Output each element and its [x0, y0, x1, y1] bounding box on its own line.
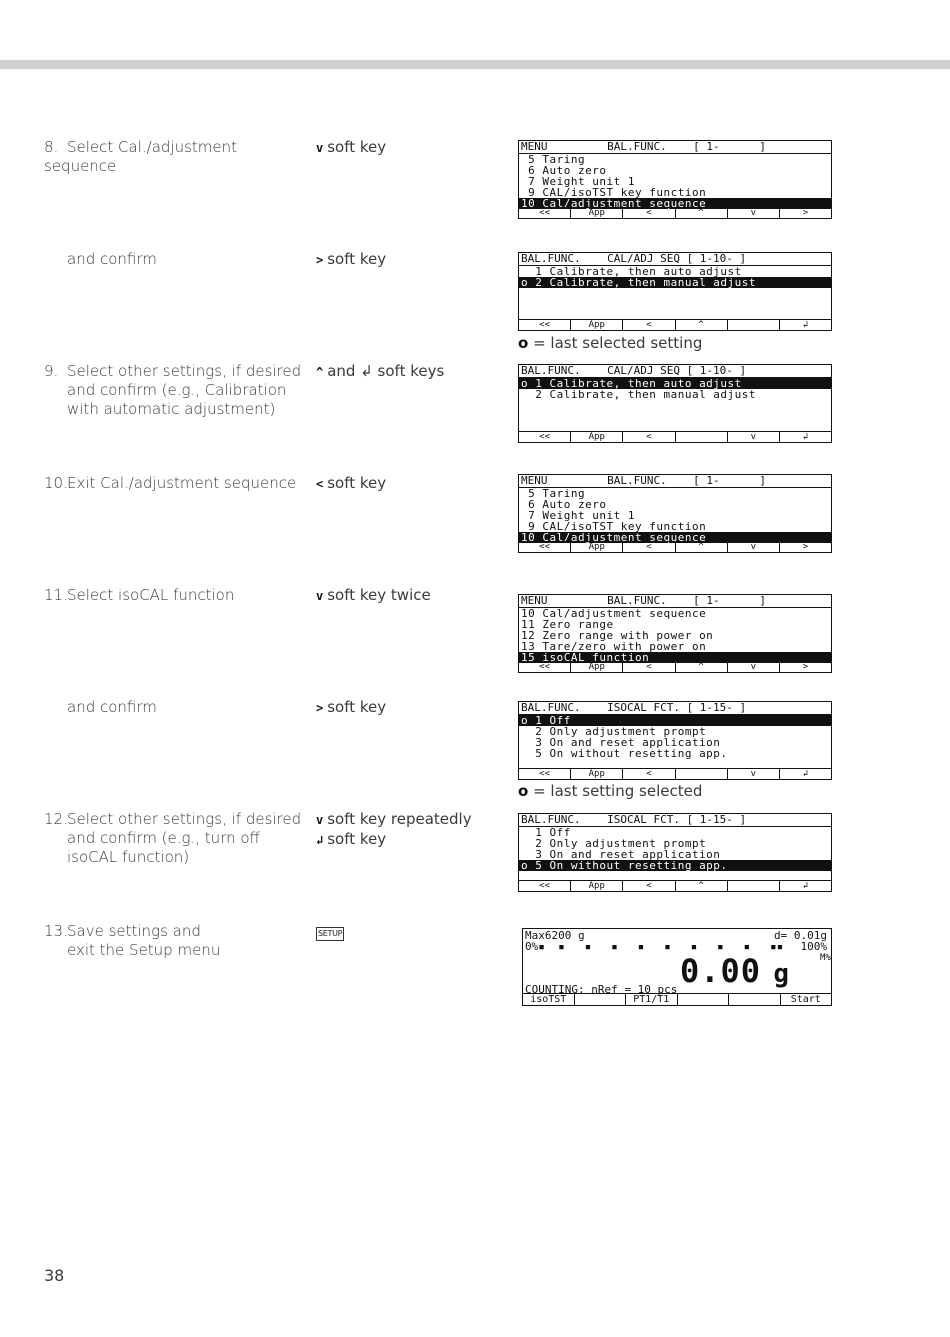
action-text: soft key — [327, 830, 387, 848]
softkey-bar — [519, 661, 831, 672]
max-capacity: Max6200 g — [525, 929, 585, 942]
softkey: v — [728, 769, 780, 779]
action-text: soft key repeatedly — [327, 810, 472, 828]
softkey: < — [623, 769, 675, 779]
left-arrow-icon: < — [316, 477, 324, 491]
softkey-bar — [519, 431, 831, 442]
softkey: App — [571, 432, 623, 442]
softkey: < — [623, 881, 675, 891]
display-screen-5 — [518, 594, 832, 673]
step-10-action — [316, 474, 506, 494]
softkey-istst: isoTST — [523, 994, 575, 1005]
softkey: App — [571, 662, 623, 672]
note-last-selected — [518, 334, 702, 353]
right-arrow-icon: > — [316, 253, 324, 267]
softkey-bar — [523, 993, 831, 1005]
step-8 — [44, 138, 314, 176]
step-text: and confirm — [67, 250, 157, 268]
readability: d= 0.01g — [774, 929, 827, 942]
menu-row: 5 Taring — [521, 488, 586, 499]
step-8-action — [316, 138, 506, 158]
step-text: with automatic adjustment) — [67, 400, 276, 418]
action-text: soft key — [327, 474, 387, 492]
softkey: v — [728, 432, 780, 442]
menu-row: 2 Calibrate, then manual adjust — [521, 389, 757, 400]
right-arrow-icon: > — [316, 701, 324, 715]
softkey: << — [519, 662, 571, 672]
menu-row-selected: o 2 Calibrate, then manual adjust — [519, 277, 831, 288]
softkey: App — [571, 208, 623, 218]
softkey: < — [623, 320, 675, 330]
screen-header: BAL.FUNC. CAL/ADJ SEQ [ 1-10- ] — [519, 253, 831, 266]
menu-row-selected: o 5 On without resetting app. — [519, 860, 831, 871]
menu-row-selected: 15 isoCAL function — [519, 652, 831, 663]
weight-value: 0.00 — [679, 952, 761, 990]
softkey: ^ — [676, 542, 728, 552]
softkey-bar — [519, 880, 831, 891]
softkey: << — [519, 769, 571, 779]
top-rule — [0, 60, 950, 69]
step-12 — [44, 810, 314, 867]
bar-graph-max: 100% — [800, 940, 827, 953]
menu-row: 1 Off — [521, 827, 571, 838]
screen-header: MENU BAL.FUNC. [ 1- ] — [519, 595, 831, 608]
step-11-action — [316, 586, 506, 606]
page-number: 38 — [44, 1266, 65, 1285]
screen-header: BAL.FUNC. ISOCAL FCT. [ 1-15- ] — [519, 814, 831, 827]
softkey: << — [519, 320, 571, 330]
softkey: > — [802, 542, 809, 552]
display-screen-2 — [518, 252, 832, 331]
menu-row: 6 Auto zero — [521, 499, 607, 510]
menu-row: 7 Weight unit 1 — [521, 176, 635, 187]
menu-row-selected: o 1 Calibrate, then auto adjust — [519, 378, 831, 389]
display-screen-4 — [518, 474, 832, 553]
step-number: 10. — [44, 474, 68, 492]
step-12-action — [316, 810, 506, 850]
softkey: App — [571, 881, 623, 891]
step-number: 12. — [44, 810, 68, 828]
enter-icon: ↲ — [316, 833, 324, 847]
softkey: < — [623, 208, 675, 218]
step-text: and confirm (e.g., turn off — [67, 829, 260, 847]
softkey-start: Start — [790, 994, 821, 1005]
step-text: Select isoCAL function — [67, 586, 235, 604]
menu-row: 3 On and reset application — [521, 737, 721, 748]
softkey: v — [728, 208, 780, 218]
menu-row: 11 Zero range — [521, 619, 614, 630]
bar-graph: 0%▪ ▪ ▪ ▪ ▪ ▪ ▪ ▪ ▪ ▪▪ — [525, 940, 784, 953]
step-text: Select other settings, if desired — [67, 810, 302, 828]
softkey — [728, 881, 780, 891]
menu-row: 6 Auto zero — [521, 165, 607, 176]
step-text: Select other settings, if desired — [67, 362, 302, 380]
softkey-bar — [519, 207, 831, 218]
step-number: 11. — [44, 586, 68, 604]
softkey: < — [623, 662, 675, 672]
step-11-confirm — [44, 698, 314, 717]
softkey: App — [571, 769, 623, 779]
softkey: ^ — [676, 208, 728, 218]
step-number: 8. — [44, 138, 59, 156]
menu-row: 10 Cal/adjustment sequence — [521, 608, 707, 619]
step-13-action — [316, 922, 506, 941]
softkey — [729, 994, 781, 1005]
softkey: ^ — [676, 320, 728, 330]
step-text: and confirm (e.g., Calibration — [67, 381, 287, 399]
softkey: ↲ — [802, 881, 809, 891]
menu-row: 2 Only adjustment prompt — [521, 838, 707, 849]
softkey: v — [728, 662, 780, 672]
menu-row-selected: o 1 Off — [519, 715, 831, 726]
menu-row: 9 CAL/isoTST key function — [521, 187, 707, 198]
softkey: ^ — [676, 881, 728, 891]
step-number: 13. — [44, 922, 68, 940]
softkey: << — [519, 432, 571, 442]
circle-icon: o — [518, 334, 529, 352]
step-11 — [44, 586, 314, 605]
softkey: > — [802, 662, 809, 672]
step-text: Save settings and — [67, 922, 201, 940]
display-screen-6 — [518, 701, 832, 780]
softkey: v — [728, 542, 780, 552]
softkey — [575, 994, 627, 1005]
step-text: and confirm — [67, 698, 157, 716]
note-text: = last setting selected — [533, 782, 703, 800]
softkey — [676, 432, 728, 442]
step-8-confirm-action — [316, 250, 506, 270]
action-text: soft key — [327, 138, 387, 156]
weight-unit: g — [773, 959, 789, 989]
setup-key-icon: SETUP — [316, 927, 344, 941]
display-screen-3 — [518, 364, 832, 443]
menu-row-selected: 10 Cal/adjustment sequence — [519, 532, 831, 543]
menu-row: 1 Calibrate, then auto adjust — [521, 266, 742, 277]
status-line: COUNTING: nRef = 10 pcs — [525, 983, 678, 996]
softkey-bar — [519, 541, 831, 552]
softkey: App — [571, 542, 623, 552]
step-11-confirm-action — [316, 698, 506, 718]
menu-row: 13 Tare/zero with power on — [521, 641, 707, 652]
step-text: isoCAL function) — [67, 848, 190, 866]
softkey — [676, 769, 728, 779]
display-screen-7 — [518, 813, 832, 892]
screen-header: BAL.FUNC. ISOCAL FCT. [ 1-15- ] — [519, 702, 831, 715]
down-arrow-icon: v — [316, 141, 324, 155]
step-text: Select Cal./adjustment sequence — [44, 138, 238, 175]
softkey: ↲ — [802, 432, 809, 442]
menu-row: 12 Zero range with power on — [521, 630, 714, 641]
menu-row: 5 On without resetting app. — [521, 748, 728, 759]
softkey: << — [519, 542, 571, 552]
softkey: ↲ — [802, 320, 809, 330]
softkey-bar — [519, 319, 831, 330]
action-text: soft key — [327, 698, 387, 716]
step-8-confirm — [44, 250, 314, 269]
side-indicator: M% — [820, 953, 831, 963]
softkey-bar — [519, 768, 831, 779]
step-9-action — [316, 362, 506, 382]
softkey: ↲ — [802, 769, 809, 779]
circle-icon: o — [518, 782, 529, 800]
note-last-setting — [518, 782, 702, 801]
menu-row: 5 Taring — [521, 154, 586, 165]
softkey — [678, 994, 730, 1005]
screen-header: MENU BAL.FUNC. [ 1- ] — [519, 475, 831, 488]
softkey: << — [519, 881, 571, 891]
softkey: < — [623, 432, 675, 442]
screen-header: BAL.FUNC. CAL/ADJ SEQ [ 1-10- ] — [519, 365, 831, 378]
softkey-pt1: PT1/T1 — [626, 994, 678, 1005]
softkey: << — [519, 208, 571, 218]
menu-row: 3 On and reset application — [521, 849, 721, 860]
action-text: soft key — [327, 250, 387, 268]
weighing-display — [522, 928, 832, 1006]
down-arrow-icon: v — [316, 813, 324, 827]
softkey — [728, 320, 780, 330]
step-9 — [44, 362, 314, 419]
step-10 — [44, 474, 314, 493]
display-screen-1 — [518, 140, 832, 219]
menu-row-selected: 10 Cal/adjustment sequence — [519, 198, 831, 209]
menu-row: 9 CAL/isoTST key function — [521, 521, 707, 532]
softkey: ^ — [676, 662, 728, 672]
softkey: > — [802, 208, 809, 218]
menu-row: 7 Weight unit 1 — [521, 510, 635, 521]
down-arrow-icon: v — [316, 589, 324, 603]
step-13 — [44, 922, 314, 960]
softkey: < — [623, 542, 675, 552]
menu-row: 2 Only adjustment prompt — [521, 726, 707, 737]
softkey: App — [571, 320, 623, 330]
note-text: = last selected setting — [533, 334, 703, 352]
step-text: exit the Setup menu — [67, 941, 221, 959]
step-text: Exit Cal./adjustment sequence — [67, 474, 297, 492]
step-number: 9. — [44, 362, 59, 380]
action-text: and ↲ soft keys — [327, 362, 445, 380]
up-arrow-icon: ^ — [316, 365, 324, 379]
screen-header: MENU BAL.FUNC. [ 1- ] — [519, 141, 831, 154]
action-text: soft key twice — [327, 586, 431, 604]
